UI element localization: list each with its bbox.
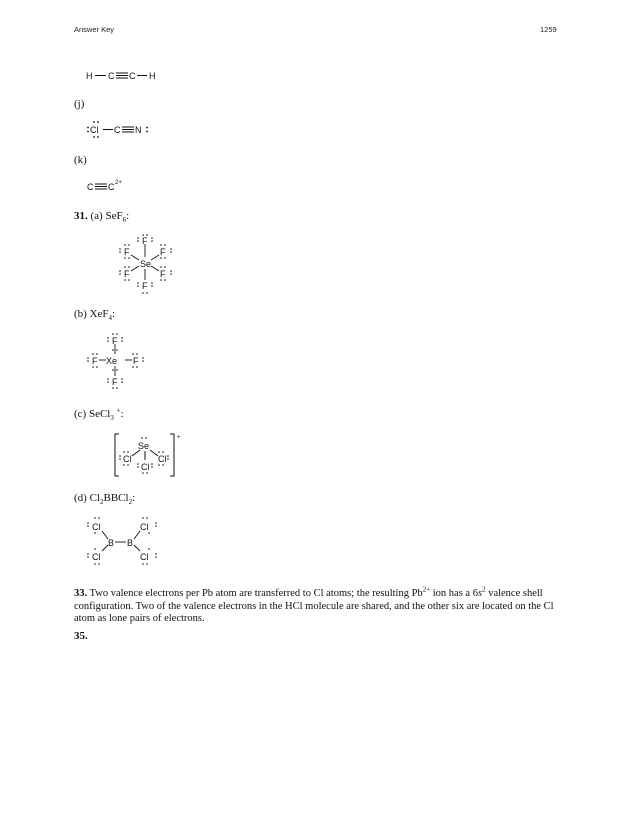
atom-cl: Cl (158, 454, 167, 464)
atom-se: Se (140, 259, 152, 269)
atom-f: F (142, 281, 148, 291)
atom-h: H (149, 71, 156, 81)
atom-f: F (124, 247, 130, 257)
sef6-structure (113, 233, 178, 295)
question-33-number: 33. (74, 588, 88, 599)
part-k-label: (k) (74, 154, 87, 166)
question-31-part-c: (c) SeCl$_3$ +: (74, 406, 124, 423)
atom-cl: Cl (123, 454, 132, 464)
atom-c: C (114, 125, 121, 135)
part-j-label: (j) (74, 98, 85, 110)
atom-cl: Cl (90, 125, 99, 135)
atom-f: F (142, 236, 148, 246)
atom-n: N (135, 125, 142, 135)
running-header-left: Answer Key (74, 25, 115, 34)
question-31-part-b: (b) XeF$_4$: (74, 308, 116, 323)
dicarbon-dication-structure (82, 176, 142, 196)
atom-f: F (133, 356, 139, 366)
atom-cl: Cl (141, 462, 150, 472)
xef4-structure (84, 330, 148, 390)
atom-f: F (112, 336, 118, 346)
atom-cl: Cl (92, 552, 101, 562)
cl2bbcl2-structure (84, 514, 164, 569)
atom-c: C (87, 182, 94, 192)
page-number: 1259 (540, 25, 557, 34)
atom-c: C (108, 182, 115, 192)
question-31-part-d: (d) $Cl_2BBCl_2$: (74, 492, 136, 507)
charge-label: 2+ (115, 180, 122, 186)
atom-f: F (124, 269, 130, 279)
atom-h: H (86, 71, 93, 81)
question-31-part-a: 31. (a) SeF$_6$: (74, 210, 130, 225)
atom-b: B (108, 538, 115, 548)
atom-f: F (92, 356, 98, 366)
atom-b: B (127, 538, 134, 548)
answer-33: 33. Two valence electrons per Pb atom are transferred to Cl atoms; the resulting $Pb^{2+}$ ion has a $6s^2$ valence shell configuration. Two of the valence electrons in the HCl molecule are shared, and the other six are located on the Cl atom as lone pairs of electrons. (74, 585, 554, 624)
cyanogen-chloride-structure (82, 119, 162, 141)
acetylene-structure (80, 65, 170, 85)
atom-f: F (160, 247, 166, 257)
answer-35 (74, 630, 88, 643)
question-35-number: 35. (74, 630, 88, 642)
atom-c: C (108, 71, 115, 81)
atom-xe: Xe (106, 356, 118, 366)
atom-se: Se (138, 441, 150, 451)
atom-c: C (129, 71, 136, 81)
secl3-cation-structure (112, 431, 187, 479)
atom-f: F (160, 269, 166, 279)
atom-cl: Cl (140, 552, 149, 562)
charge-label: + (177, 435, 181, 441)
atom-cl: Cl (92, 522, 101, 532)
atom-f: F (112, 377, 118, 387)
atom-cl: Cl (140, 522, 149, 532)
question-31-number: 31. (74, 210, 88, 222)
